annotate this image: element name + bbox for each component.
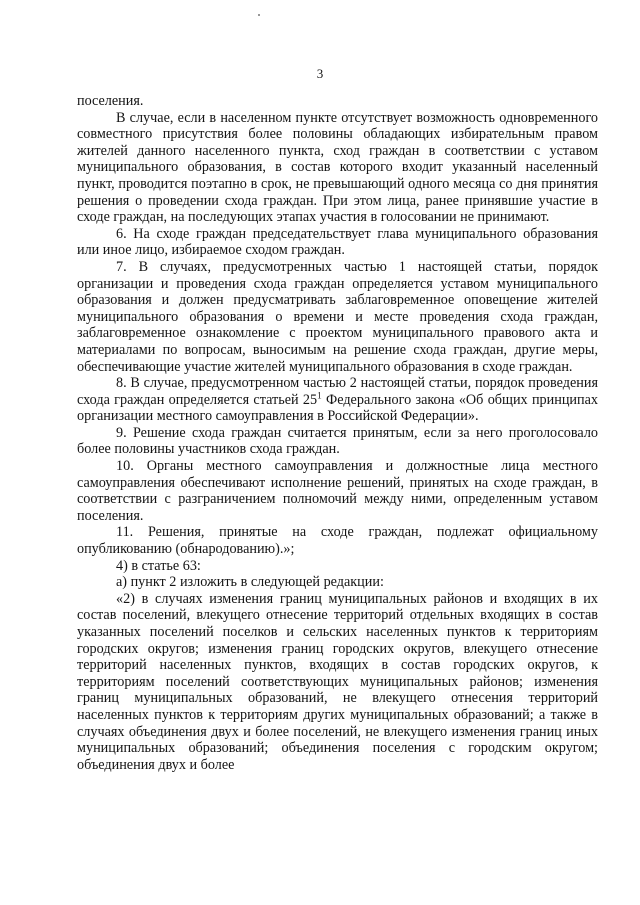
paragraph-stepwise-assembly: В случае, если в населенном пункте отсутствует возможность одновременного совместного присутствия более половины обладающих избирательным правом жителей данного населенного пункта, сход граждан в соответствии с уставом муниципального образования, в состав которого входит указанный населенный пункт, проводится поэтапно в срок, не превышающий одного месяца со дня принятия решения о проведении схода граждан. При этом лица, ранее принявшие участие в сходе граждан, на последующих этапах участия в голосовании не принимают. [77,109,598,226]
paragraph-6: 6. На сходе граждан председательствует глава муниципального образования или иное лицо, избираемое сходом граждан. [77,225,598,259]
paragraph-8-text-after: Федерального закона «Об общих принципах организации местного самоуправления в Российской Федерации». [77,391,598,425]
paragraph-9: 9. Решение схода граждан считается принятым, если за него проголосовало более половины участников схода граждан. [77,424,598,458]
article-superscript: 1 [317,389,322,400]
scan-speck [258,14,260,16]
paragraph-article-63: 4) в статье 63: [116,557,201,574]
paragraph-7: 7. В случаях, предусмотренных частью 1 настоящей статьи, порядок организации и проведения схода граждан определяется уставом муниципального образования и должен предусматривать заблаговременное оповещение жителей муниципального образования о времени и месте проведения схода граждан, заблаговременное ознакомление с проектом муниципального правового акта и материалами по вопросам, выносимым на решение схода граждан, другие меры, обеспечивающие участие жителей муниципального образования в сходе граждан. [77,258,598,375]
paragraph-8-text-before: 8. В случае, предусмотренном частью 2 настоящей статьи, порядок проведения схода граждан определяется статьей 25 [77,375,598,408]
page-number: 3 [316,66,324,81]
paragraph-10: 10. Органы местного самоуправления и должностные лица местного самоуправления обеспечивают исполнение решений, принятых на сходе граждан, в соответствии с разграничением полномочий между ними, определенным уставом поселения. [77,458,598,524]
paragraph-new-item-2: «2) в случаях изменения границ муниципальных районов и входящих в их состав поселений, влекущего отнесение территорий отдельных входящих в состав указанных поселений поселков и сельских населенных пунктов к территориям городских округов; изменения границ городских округов, влекущего отнесение территорий населенных пунктов, входящих в состав городских округов, к территориям поселений соответствующих муниципальных районов; изменения границ муниципальных образований, не влекущего отнесения территорий населенных пунктов к территориям других муниципальных образований; а также в случаях объединения двух и более поселений, не влекущего изменения границ иных муниципальных образований; объединения поселения с городским округом; объединения двух и более [77,590,598,773]
paragraph-item-a: а) пункт 2 изложить в следующей редакции: [116,574,384,591]
paragraph-continuation: поселения. [77,93,144,109]
paragraph-8 [77,375,598,425]
paragraph-11: 11. Решения, принятые на сходе граждан, подлежат официальному опубликованию (обнародованию).»; [77,524,598,558]
document-body [77,93,598,773]
